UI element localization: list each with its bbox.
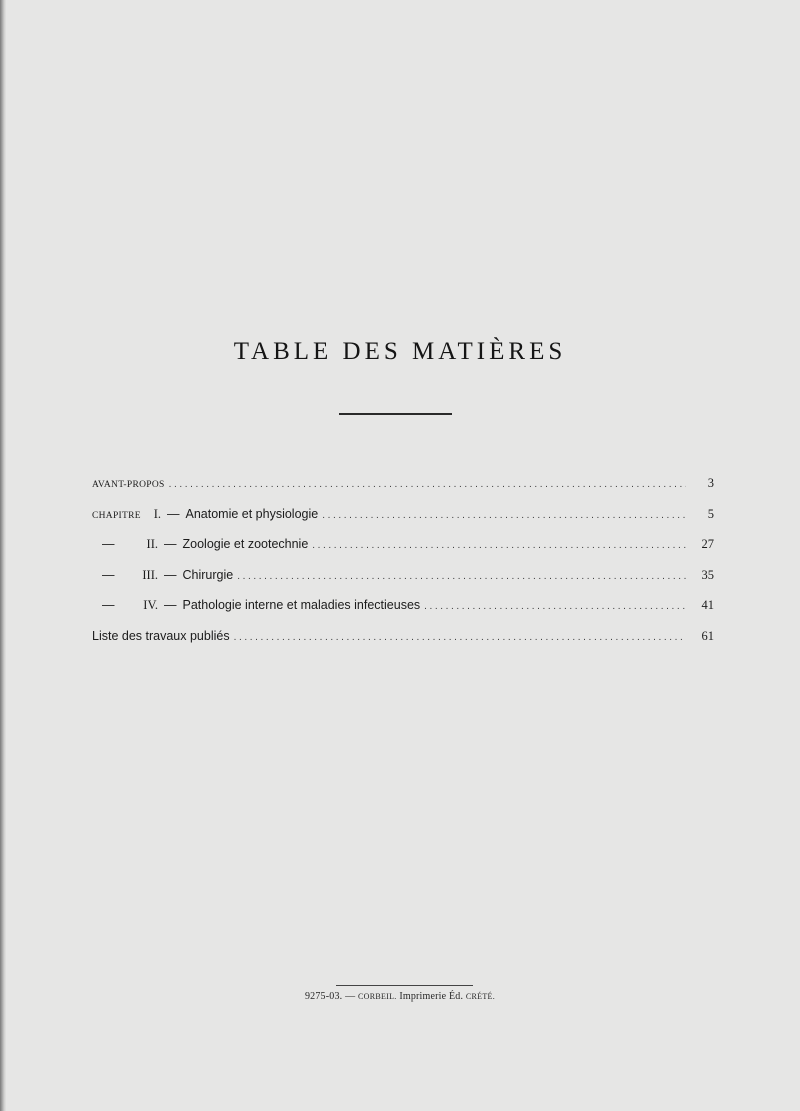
imprint-name: CRÉTÉ. xyxy=(465,992,496,1001)
separator-dash: — xyxy=(164,567,177,582)
toc-entry-publications[interactable] xyxy=(92,629,714,660)
dot-leader xyxy=(312,540,686,551)
dot-leader xyxy=(234,632,686,643)
printer-imprint xyxy=(0,991,800,1002)
toc-entry-label: Liste des travaux publiés xyxy=(92,628,230,643)
chapter-number: I. xyxy=(153,506,161,521)
toc-entry-label: AVANT-PROPOS xyxy=(92,480,165,490)
footer-divider xyxy=(336,985,473,986)
imprint-separator: — xyxy=(345,991,356,1002)
toc-entry-label: Pathologie interne et maladies infectieuses xyxy=(182,598,421,612)
table-of-contents xyxy=(92,476,714,659)
dot-leader xyxy=(169,479,686,490)
chapter-number: IV. xyxy=(143,598,158,612)
imprint-printer: Imprimerie Éd. xyxy=(399,991,464,1002)
separator-dash: — xyxy=(164,598,177,612)
ditto-dash: — xyxy=(102,537,115,551)
toc-page-number: 35 xyxy=(701,567,714,582)
toc-page-number: 61 xyxy=(701,628,714,643)
separator-dash: — xyxy=(164,537,177,551)
imprint-city: CORBEIL. xyxy=(357,992,397,1001)
toc-entry-chapter-3[interactable] xyxy=(92,568,714,599)
dot-leader xyxy=(237,571,686,582)
toc-page-number: 27 xyxy=(701,537,714,551)
ditto-dash: — xyxy=(102,567,115,582)
imprint-code: 9275-03. xyxy=(304,991,343,1002)
ditto-dash: — xyxy=(102,598,115,612)
toc-page-number: 5 xyxy=(707,506,714,521)
chapter-number: II. xyxy=(146,537,158,551)
toc-entry-label: Anatomie et physiologie xyxy=(185,506,319,521)
separator-dash: — xyxy=(167,506,180,521)
toc-page-number: 3 xyxy=(707,476,714,490)
dot-leader xyxy=(322,510,686,521)
toc-entry-chapter-2[interactable] xyxy=(92,537,714,568)
dot-leader xyxy=(424,601,686,612)
chapter-number: III. xyxy=(142,567,158,582)
toc-entry-chapter-1[interactable] xyxy=(92,507,714,538)
toc-page-number: 41 xyxy=(701,598,714,612)
toc-entry-avant-propos[interactable] xyxy=(92,476,714,507)
toc-entry-chapter-4[interactable] xyxy=(92,598,714,629)
page-title: TABLE DES MATIÈRES xyxy=(233,338,567,365)
toc-entry-label: Chirurgie xyxy=(182,567,234,582)
page-binding-edge xyxy=(0,0,6,1111)
title-divider xyxy=(339,413,452,415)
toc-entry-label: Zoologie et zootechnie xyxy=(182,537,309,551)
chapter-word: CHAPITRE xyxy=(92,510,141,521)
